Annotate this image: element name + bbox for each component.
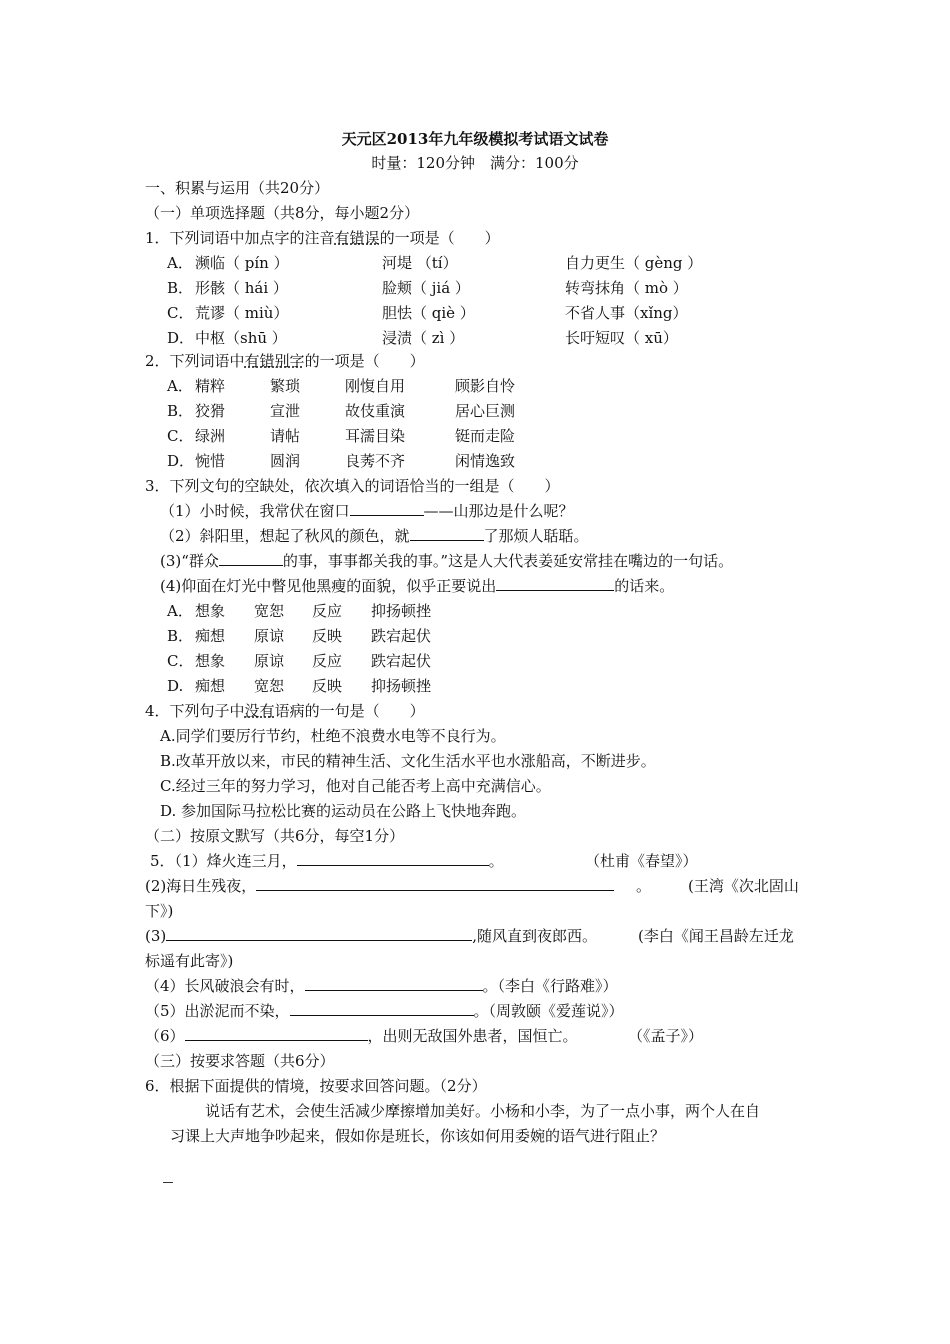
question-5-source-1: （杜甫《春望》） <box>585 852 698 870</box>
q3-option-row-1-col-4: 反应 <box>312 602 343 620</box>
question-3-sentence-2: （2）斜阳里，想起了秋风的颜色，就 了那烦人聒聒。 <box>160 527 589 545</box>
q3-option-row-3-col-3: 原谅 <box>254 652 285 670</box>
question-5-line-2-end: 。 <box>636 877 652 895</box>
q3-option-row-2-col-3: 原谅 <box>254 627 285 645</box>
q3-option-row-2-col-5: 跌宕起伏 <box>371 627 432 645</box>
fill-blank[interactable] <box>305 975 483 991</box>
fill-blank[interactable] <box>496 575 614 591</box>
subsection-heading-2: （二）按原文默写（共6分，每空1分） <box>145 827 405 845</box>
question-5-line-2: (2)海日生残夜， <box>145 875 614 897</box>
question-5-line-6: （6） ，出则无敌国外患者，国恒亡。 <box>145 1027 578 1045</box>
q3-option-row-3-col-1: C． <box>167 652 194 670</box>
fill-blank[interactable] <box>185 1025 368 1041</box>
q1-option-row-2-col-4: 转弯抹角（ mò ） <box>565 279 688 297</box>
question-5-source-2: (王湾《次北固山 <box>688 877 799 895</box>
question-3-sentence-1: （1）小时候，我常伏在窗口 ——山那边是什么呢？ <box>160 502 574 520</box>
question-2-stem: 2．下列词语中有错别字的一项是（ ） <box>145 352 425 370</box>
exam-time-score: 时量：120分钟 满分：100分 <box>371 154 579 172</box>
q3-option-row-4-col-4: 反映 <box>312 677 343 695</box>
emphasis-dots: 有错别字 <box>244 352 305 370</box>
question-4-option-b: B.改革开放以来，市民的精神生活、文化生活水平也水涨船高，不断进步。 <box>160 752 656 770</box>
q2-option-row-3-col-2: 绿洲 <box>195 427 226 445</box>
question-6-stem: 6．根据下面提供的情境，按要求回答问题。（2分） <box>145 1077 487 1095</box>
q3-option-row-1-col-3: 宽恕 <box>254 602 285 620</box>
question-5-source-2-cont: 下》) <box>145 902 174 920</box>
question-5-line-1: 5．（1）烽火连三月， 。 <box>150 852 504 870</box>
q3-option-row-4-col-1: D. <box>167 677 184 695</box>
q3-option-row-2-col-2: 痴想 <box>195 627 226 645</box>
fill-blank[interactable] <box>256 875 614 891</box>
q2-option-row-3-col-1: C． <box>167 427 194 445</box>
q1-option-row-4-col-2: 中枢（shū ） <box>195 329 287 347</box>
q3-option-row-4-col-5: 抑扬顿挫 <box>371 677 432 695</box>
q1-option-row-4-col-1: D． <box>167 329 195 347</box>
q1-option-row-2-col-3: 脸颊（ jiá ） <box>382 279 470 297</box>
q1-option-row-1-col-4: 自力更生（ gèng ） <box>565 254 703 272</box>
q2-option-row-1-col-2: 精粹 <box>195 377 226 395</box>
q2-option-row-3-col-4: 耳濡目染 <box>345 427 406 445</box>
q2-option-row-4-col-2: 惋惜 <box>195 452 226 470</box>
question-4-option-a: A.同学们要厉行节约，杜绝不浪费水电等不良行为。 <box>160 727 506 745</box>
q2-option-row-2-col-3: 宣泄 <box>270 402 301 420</box>
question-4-stem: 4．下列句子中没有语病的一句是（ ） <box>145 702 425 720</box>
q3-option-row-3-col-4: 反应 <box>312 652 343 670</box>
question-3-sentence-4: (4)仰面在灯光中瞥见他黑瘦的面貌，似乎正要说出 的话来。 <box>160 577 675 595</box>
fill-blank[interactable] <box>219 550 283 566</box>
q1-option-row-3-col-4: 不省人事（xǐng） <box>565 304 688 322</box>
q3-option-row-4-col-3: 宽恕 <box>254 677 285 695</box>
q2-option-row-3-col-3: 请帖 <box>270 427 301 445</box>
question-6-paragraph-line-1: 说话有艺术，会使生活减少摩擦增加美好。小杨和小李，为了一点小事，两个人在自 <box>205 1102 761 1120</box>
fill-blank[interactable] <box>410 525 484 541</box>
subsection-heading-3: （三）按要求答题（共6分） <box>145 1052 335 1070</box>
q2-option-row-4-col-4: 良莠不齐 <box>345 452 406 470</box>
q3-option-row-1-col-2: 想象 <box>195 602 226 620</box>
fill-blank[interactable] <box>166 925 472 941</box>
q3-option-row-3-col-2: 想象 <box>195 652 226 670</box>
question-5-source-3: (李白《闻王昌龄左迁龙 <box>638 927 794 945</box>
q2-option-row-2-col-5: 居心巨测 <box>455 402 516 420</box>
q2-option-row-1-col-3: 繁琐 <box>270 377 301 395</box>
q1-option-row-2-col-1: B． <box>167 279 194 297</box>
question-3-sentence-3: (3)“群众 的事，事事都关我的事。”这是人大代表姜延安常挂在嘴边的一句话。 <box>160 552 734 570</box>
fill-blank[interactable] <box>297 850 489 866</box>
q3-option-row-3-col-5: 跌宕起伏 <box>371 652 432 670</box>
q3-option-row-1-col-1: A． <box>167 602 193 620</box>
q2-option-row-2-col-1: B． <box>167 402 194 420</box>
q2-option-row-2-col-4: 故伎重演 <box>345 402 406 420</box>
q1-option-row-1-col-3: 河堤 （tí） <box>382 254 458 272</box>
answer-line-mark <box>163 1182 173 1183</box>
q1-option-row-1-col-1: A． <box>167 254 193 272</box>
question-1-stem: 1．下列词语中加点字的注音有错误的一项是（ ） <box>145 229 500 247</box>
question-4-option-d: D. 参加国际马拉松比赛的运动员在公路上飞快地奔跑。 <box>160 802 527 820</box>
q1-option-row-4-col-3: 浸渍（ zì ） <box>382 329 465 347</box>
q1-option-row-3-col-1: C． <box>167 304 194 322</box>
emphasis-dots: 没有 <box>244 702 275 720</box>
q3-option-row-1-col-5: 抑扬顿挫 <box>371 602 432 620</box>
question-5-source-3-cont: 标遥有此寄》) <box>145 952 234 970</box>
q2-option-row-1-col-4: 刚愎自用 <box>345 377 406 395</box>
q3-option-row-2-col-4: 反映 <box>312 627 343 645</box>
question-4-option-c: C.经过三年的努力学习，他对自己能否考上高中充满信心。 <box>160 777 551 795</box>
question-5-line-4: （4）长风破浪会有时， 。（李白《行路难》） <box>145 977 618 995</box>
q2-option-row-4-col-1: D． <box>167 452 195 470</box>
question-5-source-6: （《孟子》） <box>628 1027 704 1045</box>
q1-option-row-3-col-2: 荒谬（ miù） <box>195 304 289 322</box>
q1-option-row-2-col-2: 形骸（ hái ） <box>195 279 288 297</box>
q3-option-row-4-col-2: 痴想 <box>195 677 226 695</box>
subsection-heading-1: （一）单项选择题（共8分，每小题2分） <box>145 204 420 222</box>
fill-blank[interactable] <box>290 1000 474 1016</box>
q2-option-row-2-col-2: 狡猾 <box>195 402 226 420</box>
q3-option-row-2-col-1: B． <box>167 627 194 645</box>
section-heading-1: 一、积累与运用（共20分） <box>145 179 330 197</box>
question-3-stem: 3．下列文句的空缺处，依次填入的词语恰当的一组是（ ） <box>145 477 560 495</box>
fill-blank[interactable] <box>350 500 424 516</box>
q2-option-row-1-col-5: 顾影自怜 <box>455 377 516 395</box>
q1-option-row-1-col-2: 濒临（ pín ） <box>195 254 289 272</box>
emphasis-dots: 有错误 <box>334 229 380 247</box>
q2-option-row-1-col-1: A． <box>167 377 193 395</box>
question-5-line-5: （5）出淤泥而不染， 。（周敦颐《爱莲说》） <box>145 1002 624 1020</box>
q2-option-row-4-col-5: 闲情逸致 <box>455 452 516 470</box>
question-5-line-3: (3) ,随风直到夜郎西。 <box>145 927 598 945</box>
q2-option-row-3-col-5: 铤而走险 <box>455 427 516 445</box>
q2-option-row-4-col-3: 圆润 <box>270 452 301 470</box>
question-6-paragraph-line-2: 习课上大声地争吵起来，假如你是班长，你该如何用委婉的语气进行阻止？ <box>170 1127 666 1145</box>
q1-option-row-4-col-4: 长吁短叹（ xū） <box>565 329 678 347</box>
page-title: 天元区2013年九年级模拟考试语文试卷 <box>341 130 609 148</box>
q1-option-row-3-col-3: 胆怯（ qiè ） <box>382 304 475 322</box>
